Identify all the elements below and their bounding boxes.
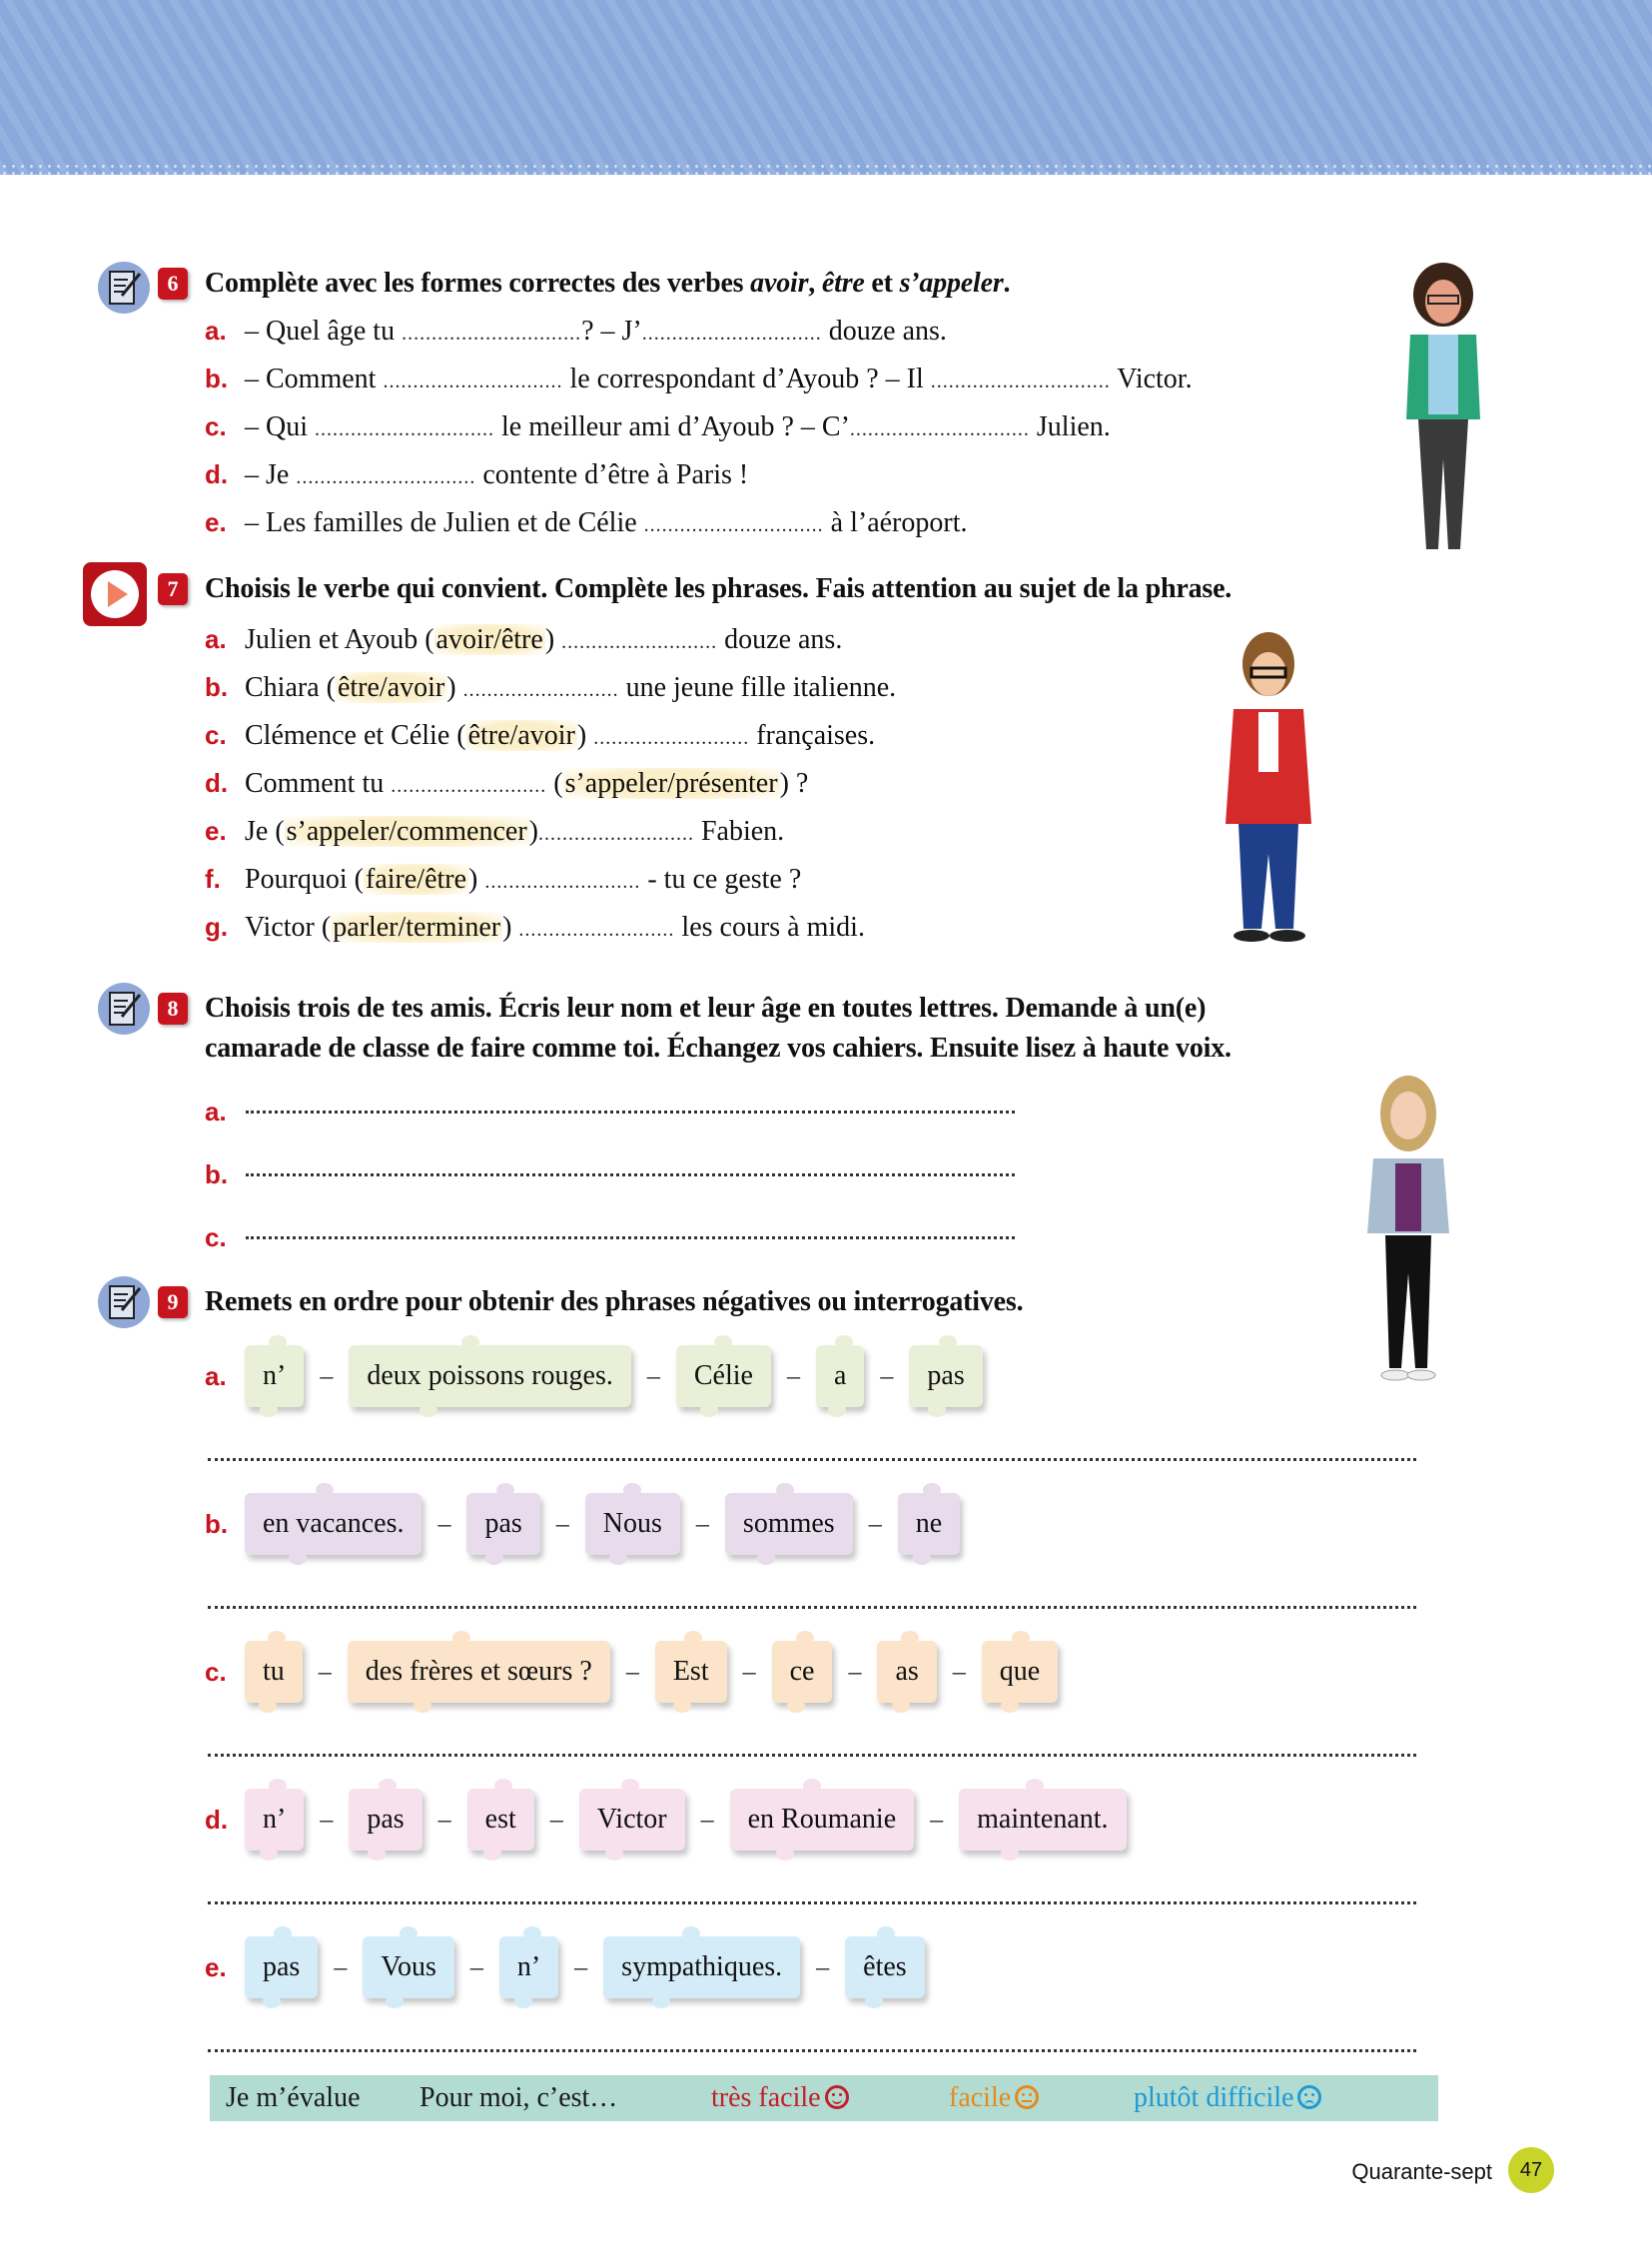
answer-row-c: c.	[205, 1222, 227, 1252]
puzzle-piece[interactable]: Nous	[585, 1493, 680, 1555]
puzzle-row-a	[205, 1336, 983, 1416]
separator: –	[868, 1509, 882, 1538]
puzzle-piece[interactable]: sympathiques.	[603, 1936, 800, 1998]
blank[interactable]: ..........................	[484, 871, 641, 893]
exercise-item: c. Clémence et Célie (être/avoir) .......................... françaises.	[205, 720, 876, 751]
exercise-instruction: Choisis le verbe qui convient. Complète les phrases. Fais attention au sujet de la phrase.	[205, 573, 1233, 604]
blank[interactable]: ..............................	[930, 371, 1111, 392]
row-label: e.	[205, 1951, 227, 1982]
puzzle-piece[interactable]: pas	[349, 1789, 421, 1851]
puzzle-row-e	[205, 1927, 925, 2007]
option-tres-facile[interactable]: très facile	[711, 2082, 849, 2114]
puzzle-piece[interactable]: tu	[245, 1641, 303, 1703]
exercise-number: 7	[158, 573, 188, 605]
exercise-number: 6	[158, 268, 188, 300]
separator: –	[334, 1952, 348, 1981]
exercise-item: b. Chiara (être/avoir) .......................... une jeune fille italienne.	[205, 672, 897, 703]
evaluation-prompt: Pour moi, c’est…	[419, 2082, 618, 2113]
exercise-item: d. – Je .............................. contente d’être à Paris !	[205, 459, 749, 490]
answer-row-a: a.	[205, 1097, 227, 1126]
exercise-item: e. – Les familles de Julien et de Célie .............................. à l’aéroport.	[205, 507, 968, 538]
puzzle-piece[interactable]: ce	[772, 1641, 833, 1703]
exercise-number: 8	[158, 993, 188, 1025]
separator: –	[695, 1509, 709, 1538]
puzzle-row-d	[205, 1780, 1127, 1860]
separator: –	[848, 1657, 862, 1686]
option-plutot-difficile[interactable]: plutôt difficile	[1134, 2082, 1321, 2114]
happy-smiley-icon	[825, 2085, 849, 2109]
blank[interactable]: ..............................	[402, 323, 582, 345]
page-number-words: Quarante-sept	[1351, 2159, 1492, 2184]
blank[interactable]: ..............................	[641, 323, 822, 345]
puzzle-piece[interactable]: maintenant.	[959, 1789, 1126, 1851]
puzzle-piece[interactable]: Vous	[363, 1936, 454, 1998]
exercise-item: b. – Comment .............................. le correspondant d’Ayoub ? – Il .............................. Victor.	[205, 364, 1193, 394]
header-banner	[0, 0, 1652, 175]
exercise-item: d. Comment tu .......................... (s’appeler/présenter) ?	[205, 768, 809, 799]
separator: –	[646, 1361, 660, 1390]
puzzle-piece[interactable]: Est	[655, 1641, 727, 1703]
puzzle-piece[interactable]: est	[467, 1789, 534, 1851]
self-evaluation-bar	[210, 2075, 1438, 2121]
exercise-item: g. Victor (parler/terminer) .......................... les cours à midi.	[205, 912, 865, 943]
separator: –	[549, 1805, 563, 1834]
blank[interactable]: ..........................	[561, 631, 718, 653]
puzzle-piece[interactable]: en Roumanie	[730, 1789, 915, 1851]
puzzle-piece[interactable]: n’	[245, 1789, 304, 1851]
exercise-item: a. – Quel âge tu ..............................? – J’.............................. douze ans.	[205, 316, 947, 347]
answer-line-b[interactable]	[246, 1173, 1015, 1176]
answer-line-a[interactable]	[208, 1458, 1416, 1461]
exercise-item: c. – Qui .............................. le meilleur ami d’Ayoub ? – C’.............................. Julien.	[205, 411, 1111, 442]
separator: –	[469, 1952, 483, 1981]
separator: –	[318, 1657, 332, 1686]
blank[interactable]: ..........................	[593, 727, 750, 749]
separator: –	[437, 1805, 451, 1834]
puzzle-piece[interactable]: deux poissons rouges.	[349, 1345, 631, 1407]
separator: –	[880, 1361, 894, 1390]
blank[interactable]: ..........................	[391, 775, 547, 797]
separator: –	[786, 1361, 800, 1390]
separator: –	[700, 1805, 714, 1834]
answer-line-c[interactable]	[208, 1754, 1416, 1757]
blank[interactable]: ..............................	[383, 371, 563, 392]
answer-line-c[interactable]	[246, 1236, 1015, 1239]
option-facile[interactable]: facile	[949, 2082, 1039, 2114]
separator: –	[952, 1657, 966, 1686]
separator: –	[555, 1509, 569, 1538]
exercise-item: a. Julien et Ayoub (avoir/être) .......................... douze ans.	[205, 624, 843, 655]
puzzle-piece[interactable]: n’	[499, 1936, 558, 1998]
row-label: d.	[205, 1804, 229, 1835]
blank[interactable]: ..............................	[296, 466, 476, 488]
character-illustration-girl-glasses	[1388, 260, 1498, 564]
separator: –	[320, 1361, 334, 1390]
puzzle-piece[interactable]: ne	[898, 1493, 960, 1555]
exercise-instruction: Complète avec les formes correctes des verbes avoir, être et s’appeler.	[205, 268, 1011, 299]
puzzle-piece[interactable]: des frères et sœurs ?	[348, 1641, 610, 1703]
row-label: c.	[205, 1656, 227, 1687]
separator: –	[930, 1805, 944, 1834]
answer-row-b: b.	[205, 1159, 229, 1189]
character-illustration-boy-red-hoodie	[1204, 624, 1338, 949]
row-label: b.	[205, 1508, 229, 1539]
separator: –	[625, 1657, 639, 1686]
separator: –	[437, 1509, 451, 1538]
puzzle-piece[interactable]: êtes	[845, 1936, 925, 1998]
answer-line-a[interactable]	[246, 1111, 1015, 1114]
exercise-item: e. Je (s’appeler/commencer).......................... Fabien.	[205, 816, 785, 847]
puzzle-piece[interactable]: a	[816, 1345, 864, 1407]
separator: –	[816, 1952, 830, 1981]
answer-line-d[interactable]	[208, 1901, 1416, 1904]
answer-line-e[interactable]	[208, 2049, 1416, 2052]
puzzle-piece[interactable]: sommes	[725, 1493, 853, 1555]
puzzle-piece[interactable]: Célie	[676, 1345, 771, 1407]
exercise-item: f. Pourquoi (faire/être) .......................... - tu ce geste ?	[205, 864, 802, 895]
exercise-instruction-line-2: camarade de classe de faire comme toi. Échangez vos cahiers. Ensuite lisez à haute voix.	[205, 1033, 1232, 1064]
sad-smiley-icon	[1297, 2085, 1321, 2109]
exercise-instruction: Remets en ordre pour obtenir des phrases négatives ou interrogatives.	[205, 1286, 1024, 1317]
writing-icon	[96, 1274, 152, 1330]
exercise-instruction-line-1: Choisis trois de tes amis. Écris leur nom et leur âge en toutes lettres. Demande à un(e)	[205, 993, 1207, 1024]
writing-icon	[96, 260, 152, 316]
puzzle-piece[interactable]: n’	[245, 1345, 304, 1407]
exercise-number: 9	[158, 1286, 188, 1318]
play-video-icon[interactable]	[82, 561, 148, 627]
puzzle-piece[interactable]: as	[877, 1641, 936, 1703]
blank[interactable]: ..............................	[849, 418, 1030, 440]
blank[interactable]: ..........................	[518, 919, 675, 941]
blank[interactable]: ..............................	[315, 418, 494, 440]
evaluation-title: Je m’évalue	[226, 2082, 361, 2113]
puzzle-row-b	[205, 1484, 960, 1564]
puzzle-piece[interactable]: pas	[245, 1936, 318, 1998]
answer-line-b[interactable]	[208, 1606, 1416, 1609]
puzzle-piece[interactable]: que	[982, 1641, 1058, 1703]
puzzle-row-c	[205, 1632, 1058, 1712]
separator: –	[742, 1657, 756, 1686]
puzzle-piece[interactable]: pas	[466, 1493, 539, 1555]
separator: –	[320, 1805, 334, 1834]
blank[interactable]: ..........................	[537, 823, 694, 845]
puzzle-piece[interactable]: en vacances.	[245, 1493, 421, 1555]
writing-icon	[96, 981, 152, 1037]
neutral-smiley-icon	[1015, 2085, 1039, 2109]
puzzle-piece[interactable]: Victor	[579, 1789, 685, 1851]
page-number-badge: 47	[1508, 2147, 1554, 2193]
puzzle-piece[interactable]: pas	[909, 1345, 982, 1407]
blank[interactable]: ..............................	[643, 514, 824, 536]
blank[interactable]: ..........................	[462, 679, 619, 701]
separator: –	[574, 1952, 588, 1981]
row-label: a.	[205, 1360, 227, 1391]
character-illustration-girl-denim-jacket	[1353, 1074, 1463, 1388]
